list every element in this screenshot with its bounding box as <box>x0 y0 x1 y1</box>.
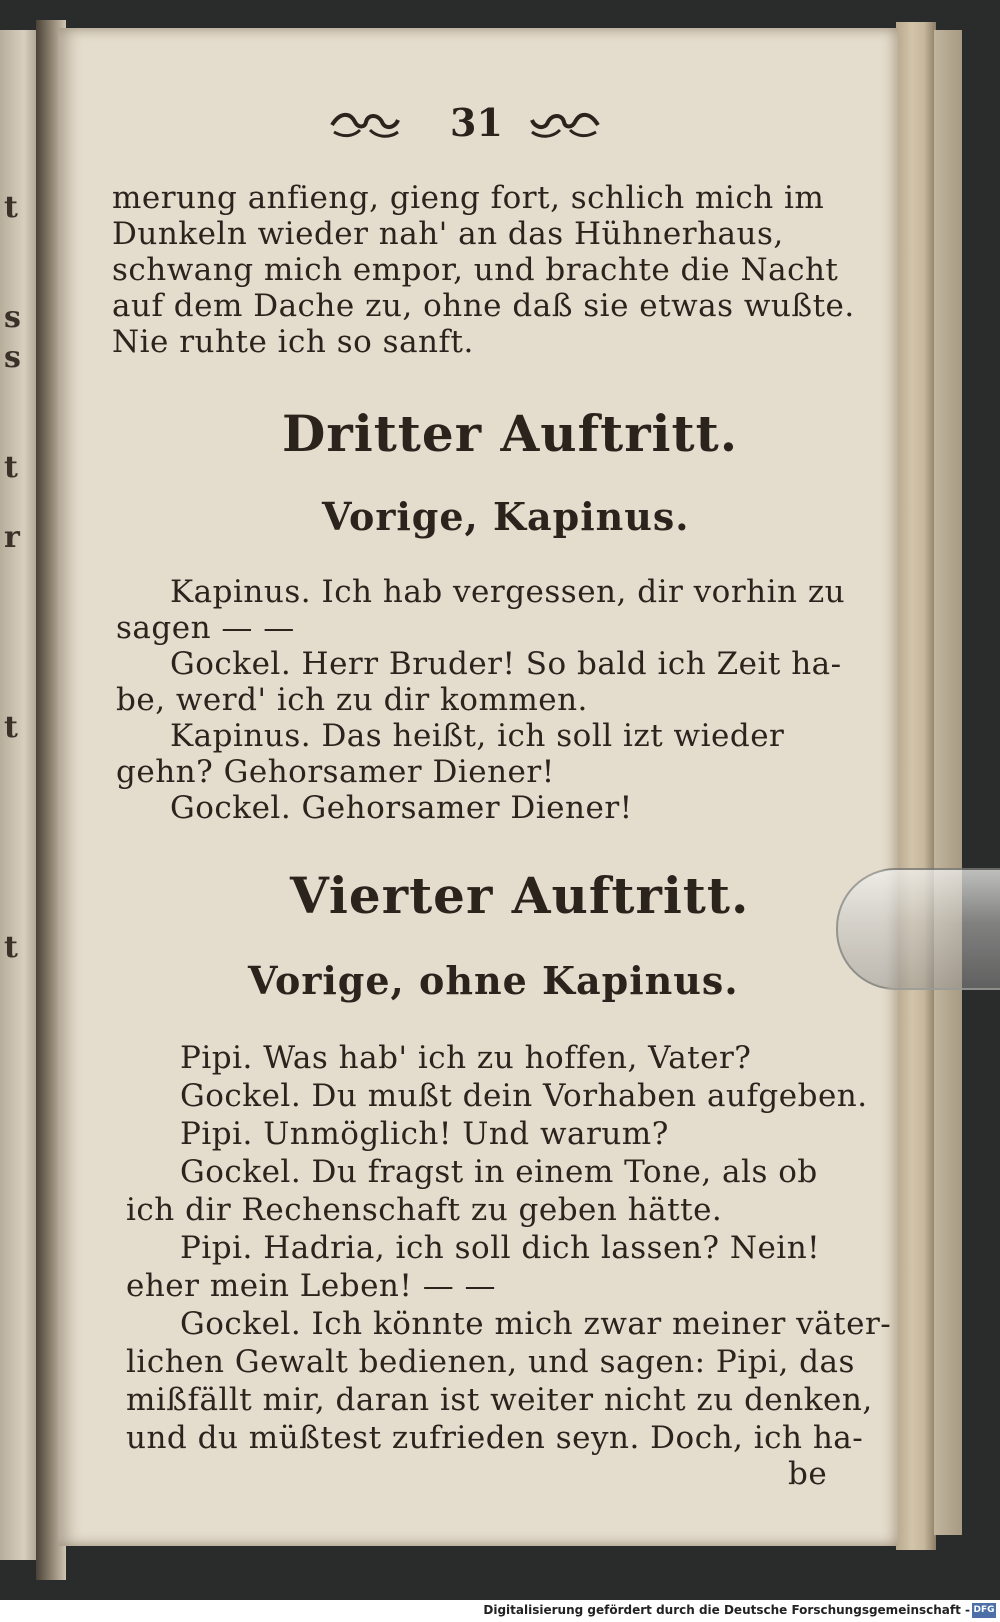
text-line: sagen — — <box>116 610 295 646</box>
text-line: und du müßtest zufrieden seyn. Doch, ich ha- <box>126 1420 864 1456</box>
text-line: Kapinus. Ich hab vergessen, dir vorhin zu <box>170 574 846 610</box>
margin-fragment: r <box>4 520 20 555</box>
text-line: schwang mich empor, und brachte die Nacht <box>112 252 839 288</box>
text-line: eher mein Leben! — — <box>126 1268 497 1304</box>
text-line: Pipi. Hadria, ich soll dich lassen? Nein! <box>180 1230 821 1266</box>
text-line: Dunkeln wieder nah' an das Hühnerhaus, <box>112 216 784 252</box>
catchword: be <box>788 1456 828 1492</box>
margin-fragment: t <box>4 450 18 485</box>
margin-fragment: t <box>4 930 18 965</box>
scene-cast: Vorige, Kapinus. <box>322 494 690 539</box>
scene-heading: Dritter Auftritt. <box>282 404 739 463</box>
page-number: 31 <box>450 100 503 145</box>
page-header <box>330 100 630 160</box>
text-line: merung anfieng, gieng fort, schlich mich im <box>112 180 825 216</box>
footer-bar <box>0 1600 1000 1622</box>
glass-page-weight <box>836 868 1000 990</box>
ornament-right-icon <box>530 110 600 140</box>
previous-page-edge <box>0 30 40 1560</box>
page-edge-outer <box>934 30 962 1535</box>
text-line: Pipi. Unmöglich! Und warum? <box>180 1116 669 1152</box>
margin-fragment: s <box>4 300 21 335</box>
text-line: Gockel. Ich könnte mich zwar meiner väter- <box>180 1306 892 1342</box>
text-line: lichen Gewalt bedienen, und sagen: Pipi, das <box>126 1344 855 1380</box>
funding-credit: Digitalisierung gefördert durch die Deutsche Forschungsgemeinschaft - <box>483 1603 970 1617</box>
text-line: Gockel. Du fragst in einem Tone, als ob <box>180 1154 818 1190</box>
text-line: Gockel. Gehorsamer Diener! <box>170 790 633 826</box>
text-line: auf dem Dache zu, ohne daß sie etwas wußte. <box>112 288 855 324</box>
text-line: Gockel. Herr Bruder! So bald ich Zeit ha- <box>170 646 842 682</box>
scene-heading: Vierter Auftritt. <box>290 866 750 925</box>
text-line: gehn? Gehorsamer Diener! <box>116 754 555 790</box>
text-line: mißfällt mir, daran ist weiter nicht zu denken, <box>126 1382 873 1418</box>
text-line: Pipi. Was hab' ich zu hoffen, Vater? <box>180 1040 752 1076</box>
dfg-logo-icon: DFG <box>972 1603 996 1618</box>
scene-cast: Vorige, ohne Kapinus. <box>248 958 739 1003</box>
text-line: ich dir Rechenschaft zu geben hätte. <box>126 1192 723 1228</box>
ornament-left-icon <box>330 110 400 140</box>
page-edge <box>896 22 936 1550</box>
margin-fragment: t <box>4 710 18 745</box>
margin-fragment: t <box>4 190 18 225</box>
text-line: Gockel. Du mußt dein Vorhaben aufgeben. <box>180 1078 868 1114</box>
text-line: Nie ruhte ich so sanft. <box>112 324 474 360</box>
margin-fragment: s <box>4 340 21 375</box>
text-line: Kapinus. Das heißt, ich soll izt wieder <box>170 718 785 754</box>
text-line: be, werd' ich zu dir kommen. <box>116 682 588 718</box>
